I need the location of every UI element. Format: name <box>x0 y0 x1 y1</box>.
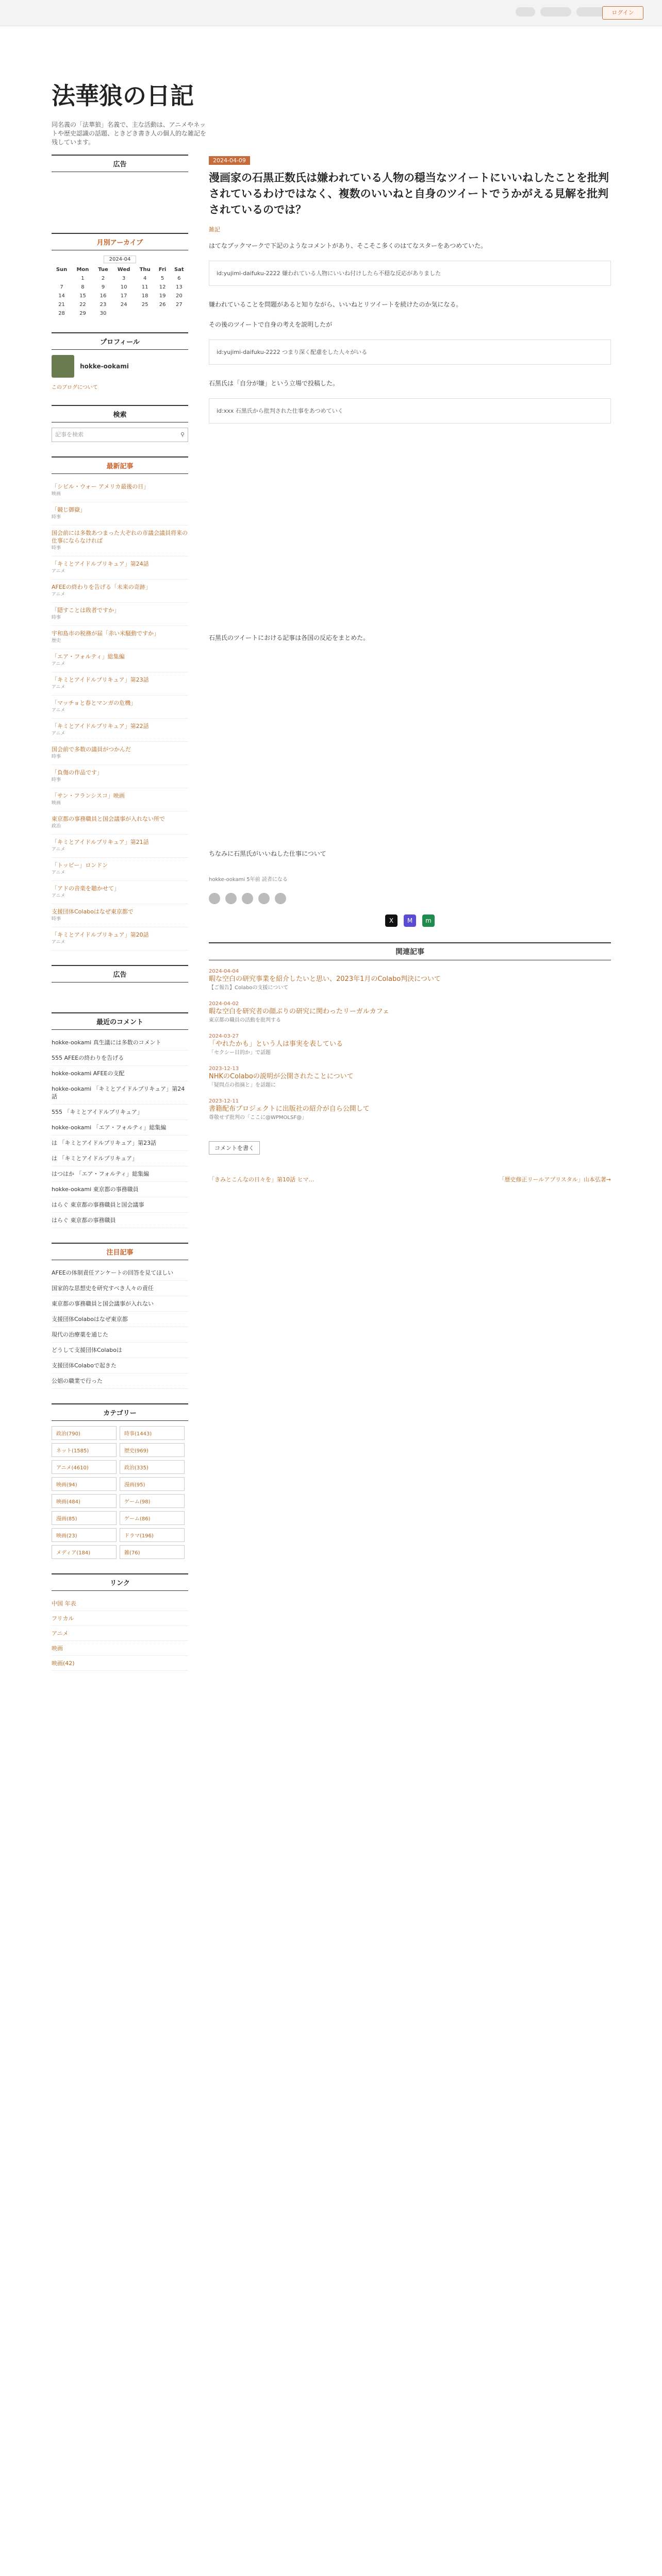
popular-item-category[interactable]: 時事 <box>52 515 61 520</box>
category-tag[interactable]: ネット(1585) <box>52 1443 117 1457</box>
comment-item[interactable]: は 「キミとアイドルプリキュア」第23話 <box>52 1136 188 1151</box>
popular-item[interactable] <box>52 881 188 904</box>
popular-item-title[interactable]: 「負傷の作品です」 <box>52 769 103 776</box>
sidebar <box>52 155 188 1685</box>
comment-item[interactable]: 555 「キミとアイドルプリキュア」 <box>52 1105 188 1120</box>
links-list <box>52 1596 188 1671</box>
calendar-day <box>155 309 170 318</box>
share-hatena-icon[interactable] <box>209 893 220 904</box>
popular-item-category[interactable]: アニメ <box>52 940 65 945</box>
related-item-excerpt: 尊敬せず批判の「ここに@WPMOLSF@」 <box>209 1115 307 1121</box>
related-title: 関連記事 <box>209 942 611 960</box>
share-mail-icon[interactable] <box>275 893 286 904</box>
embedded-tweet-space <box>209 437 611 633</box>
related-item-date: 2023-12-11 <box>209 1098 239 1104</box>
ad-widget <box>52 155 188 218</box>
category-tag[interactable]: メディア(184) <box>52 1545 117 1559</box>
popular-item[interactable] <box>52 858 188 881</box>
popular-item-category[interactable]: アニメ <box>52 708 65 713</box>
quote-block: id:xxx 石黒氏から批判された仕事をあつめていく <box>209 398 611 423</box>
related-item-date: 2023-12-13 <box>209 1066 239 1072</box>
calendar-day[interactable]: 7 <box>60 284 63 290</box>
category-tag[interactable]: アニメ(4610) <box>52 1460 117 1474</box>
popular-item-title[interactable]: 「エア・フォルティ」総集編 <box>52 653 125 660</box>
popular-item[interactable] <box>52 672 188 696</box>
popular-item-category[interactable]: 時事 <box>52 615 61 620</box>
calendar-day[interactable]: 9 <box>101 284 105 290</box>
comment-item[interactable]: は 「キミとアイドルプリキュア」 <box>52 1151 188 1166</box>
comment-item[interactable]: hokke-ookami 「キミとアイドルプリキュア」第24話 <box>52 1081 188 1105</box>
popular-item-title[interactable]: 「キミとアイドルプリキュア」第22話 <box>52 723 149 730</box>
related-item-excerpt: 「セクシー目的か」で話題 <box>209 1050 271 1056</box>
popular-item[interactable] <box>52 580 188 603</box>
popular-item[interactable] <box>52 719 188 742</box>
post-category[interactable]: 雑記 <box>209 226 220 233</box>
popular-item-title[interactable]: 「キミとアイドルプリキュア」第23話 <box>52 676 149 683</box>
featured-item[interactable]: AFEEの体制責任アンケートの回答を見てほしい <box>52 1265 188 1281</box>
search-icon[interactable]: ⚲ <box>180 431 185 438</box>
calendar-day[interactable]: 21 <box>58 302 65 308</box>
category-tag[interactable]: 歴史(969) <box>120 1443 185 1457</box>
share-facebook-icon[interactable] <box>225 893 237 904</box>
link-item[interactable]: フリカル <box>52 1611 188 1626</box>
popular-item[interactable] <box>52 502 188 526</box>
popular-item-category[interactable]: 政治 <box>52 824 61 829</box>
popular-item-category[interactable]: 時事 <box>52 917 61 922</box>
calendar-day[interactable]: 11 <box>141 284 148 290</box>
calendar-day-header: Thu <box>139 267 151 273</box>
calendar-day <box>135 309 155 318</box>
link-item[interactable]: 映画(42) <box>52 1656 188 1671</box>
popular-item[interactable] <box>52 904 188 927</box>
calendar-day <box>52 274 72 283</box>
search-widget <box>52 405 188 442</box>
link-item[interactable]: アニメ <box>52 1626 188 1641</box>
calendar-day[interactable]: 23 <box>100 302 107 308</box>
category-tag[interactable]: ゲーム(98) <box>120 1494 185 1508</box>
category-tag[interactable]: 映画(23) <box>52 1528 117 1542</box>
related-item[interactable] <box>209 1001 611 1024</box>
featured-item[interactable]: 支援団体Colaboで起きた <box>52 1358 188 1374</box>
popular-item[interactable] <box>52 626 188 649</box>
share-twitter-icon[interactable] <box>242 893 253 904</box>
link-item[interactable]: 中国 年表 <box>52 1596 188 1611</box>
related-item-excerpt: 「疑問点の指摘と」を話題に <box>209 1082 276 1088</box>
popular-item-title[interactable]: 国会前には多数あつまった大ぞれの市議会議員将来の仕事にならなければ <box>52 530 188 544</box>
blog-description: 同名義の「法華狼」名義で、主な活動は、アニメやネットや歴史認識の話題、ときどき書き人の個人的な雑記を残しています。 <box>52 121 207 146</box>
popular-item-category[interactable]: アニメ <box>52 731 65 736</box>
calendar-day <box>112 309 135 318</box>
popular-item-title[interactable]: 「シビル・ウォー アメリカ最後の日」 <box>52 483 150 490</box>
popular-item-category[interactable]: 時事 <box>52 546 61 551</box>
post-body <box>209 241 611 859</box>
blog-header <box>52 77 610 147</box>
calendar-day-header: Sun <box>56 267 68 273</box>
popular-item[interactable] <box>52 742 188 765</box>
post-paragraph: ちなみに石黒氏がいいねした仕事について <box>209 850 326 857</box>
popular-item-title[interactable]: 「アドの音楽を聴かせて」 <box>52 885 120 892</box>
popular-item[interactable] <box>52 811 188 835</box>
calendar-day[interactable]: 2 <box>101 276 105 281</box>
popular-item[interactable] <box>52 649 188 672</box>
calendar-day[interactable]: 13 <box>175 284 183 290</box>
featured-item[interactable]: 支援団体Colaboはなぜ東京都 <box>52 1312 188 1327</box>
popular-widget <box>52 456 188 951</box>
related-item-title[interactable]: NHKのColaboの説明が公開されたことについて <box>209 1073 354 1080</box>
calendar-day-header: Sat <box>174 267 184 273</box>
popular-item-category[interactable]: アニメ <box>52 893 65 899</box>
calendar-day <box>170 309 188 318</box>
post-paragraph: 石黒氏は「自分が嫌」という立場で投稿した。 <box>209 380 339 387</box>
category-tag[interactable]: 映画(94) <box>52 1477 117 1491</box>
profile-link[interactable]: このブログについて <box>52 385 98 391</box>
related-item[interactable] <box>209 1066 611 1089</box>
calendar-day[interactable]: 19 <box>159 293 166 299</box>
ad-space <box>52 177 188 218</box>
category-widget <box>52 1403 188 1559</box>
calendar-day[interactable]: 26 <box>159 302 166 308</box>
post-date[interactable]: 2024-04-09 <box>209 156 250 165</box>
calendar-day[interactable]: 1 <box>81 276 85 281</box>
related-item-excerpt: 【ご報告】Colaboの支援について <box>209 985 289 991</box>
popular-item-category[interactable]: アニメ <box>52 847 65 852</box>
calendar-day[interactable]: 17 <box>120 293 127 299</box>
share-line-icon[interactable] <box>258 893 270 904</box>
popular-item-category[interactable]: アニメ <box>52 870 65 875</box>
ad2-widget <box>52 965 188 998</box>
calendar-day[interactable]: 20 <box>175 293 183 299</box>
comment-button[interactable]: コメントを書く <box>209 1141 260 1155</box>
comments-title: 最近のコメント <box>52 1012 188 1030</box>
popular-item[interactable] <box>52 479 188 502</box>
featured-item[interactable]: 国家的な思想史を研究すべき人々の責任 <box>52 1281 188 1296</box>
related-item-title[interactable]: 暇な空白の研究事業を紹介したいと思い、2023年1月のColabo判決について <box>209 975 441 983</box>
popular-item[interactable] <box>52 526 188 556</box>
popular-item[interactable] <box>52 835 188 858</box>
main-article <box>209 155 611 1183</box>
comment-item[interactable]: hokke-ookami 東京都の事務職員 <box>52 1182 188 1197</box>
calendar-day[interactable]: 24 <box>120 302 127 308</box>
hatena-topbar <box>0 0 662 26</box>
calendar-day[interactable]: 15 <box>79 293 86 299</box>
post-title[interactable]: 漫画家の石黒正数氏は嫌われている人物の穏当なツイートにいいねしたことを批判されているわけではなく、複数のいいねと自身のツイートでうかがえる見解を批判されているのでは？ <box>209 172 609 216</box>
topbar-placeholder <box>540 7 571 16</box>
popular-item[interactable] <box>52 927 188 951</box>
related-item-title[interactable]: 書籍配布プロジェクトに出版社の紹介が自ら公開して <box>209 1105 370 1113</box>
link-item[interactable]: 映画 <box>52 1641 188 1656</box>
search-title: 検索 <box>52 405 188 422</box>
popular-title: 最新記事 <box>52 456 188 474</box>
category-tag[interactable]: ゲーム(86) <box>120 1511 185 1525</box>
comment-item[interactable]: hokke-ookami 「エア・フォルティ」総集編 <box>52 1120 188 1136</box>
related-item-date: 2024-03-27 <box>209 1033 239 1039</box>
popular-item-title[interactable]: 国会前で多数の議員がつかんだ <box>52 746 131 753</box>
links-widget <box>52 1573 188 1671</box>
blog-title[interactable]: 法華狼の日記 <box>52 82 194 110</box>
category-tag[interactable]: 雑(76) <box>120 1545 185 1559</box>
related-item[interactable] <box>209 1033 611 1057</box>
popular-item[interactable] <box>52 696 188 719</box>
share-author[interactable]: hokke-ookami 5年前 読者になる <box>209 877 288 883</box>
calendar-day[interactable]: 25 <box>141 302 148 308</box>
popular-item-title[interactable]: 「トッピー」ロンドン <box>52 862 108 869</box>
category-tag[interactable]: ドラマ(196) <box>120 1528 185 1542</box>
category-tag[interactable]: 漫画(95) <box>120 1477 185 1491</box>
misskey-icon[interactable]: m <box>422 914 435 927</box>
popular-item-title[interactable]: AFEEの終わりを告げる「未来の奇跡」 <box>52 584 151 590</box>
featured-list <box>52 1265 188 1389</box>
popular-list <box>52 479 188 951</box>
popular-item-category[interactable]: アニメ <box>52 662 65 667</box>
post-paragraph: その後のツイートで自身の考えを説明したが <box>209 321 333 328</box>
category-title: カテゴリー <box>52 1403 188 1421</box>
related-item[interactable] <box>209 969 611 992</box>
post-paragraph: 石黒氏のツイートにおける記事は各国の反応をまとめた。 <box>209 634 370 641</box>
featured-title: 注目記事 <box>52 1243 188 1260</box>
comments-widget <box>52 1012 188 1228</box>
calendar-day[interactable]: 12 <box>159 284 166 290</box>
comment-item[interactable]: hokke-ookami AFEEの支配 <box>52 1066 188 1081</box>
profile-name[interactable]: hokke-ookami <box>80 363 129 370</box>
comment-item[interactable]: はらぐ 東京都の事務職員 <box>52 1213 188 1228</box>
calendar <box>52 256 188 318</box>
calendar-day-header: Mon <box>76 267 89 273</box>
pager <box>209 1175 611 1183</box>
quote-block: id:yujimi-daifuku-2222 嫌われている人物にいいね付けしたら不穏な反応がありました <box>209 261 611 286</box>
popular-item-title[interactable]: 宇和島市の税務が届「赤い米騒動ですか」 <box>52 630 159 637</box>
quote-block: id:yujimi-daifuku-2222 つまり深く配慮をした人々がいる <box>209 340 611 365</box>
comment-item[interactable]: 555 AFEEの終わりを告げる <box>52 1050 188 1066</box>
category-box <box>52 1426 188 1559</box>
mastodon-icon[interactable]: M <box>404 914 416 927</box>
popular-item-category[interactable]: 歴史 <box>52 638 61 643</box>
popular-item-title[interactable]: 東京都の事務職員と国会議事が入れない所で <box>52 816 165 822</box>
popular-item-category[interactable]: アニメ <box>52 685 65 690</box>
x-icon[interactable]: X <box>385 914 398 927</box>
share-row <box>209 893 611 904</box>
archive-widget <box>52 233 188 318</box>
popular-item-title[interactable]: 「競じ御嶽」 <box>52 506 86 513</box>
related-item[interactable] <box>209 1098 611 1122</box>
calendar-day[interactable]: 27 <box>175 302 183 308</box>
calendar-day[interactable]: 28 <box>58 311 65 316</box>
calendar-day[interactable]: 22 <box>79 302 86 308</box>
ad2-title: 広告 <box>52 965 188 982</box>
popular-item[interactable] <box>52 556 188 580</box>
calendar-table <box>52 265 188 318</box>
popular-item-category[interactable]: 映画 <box>52 492 61 497</box>
popular-item-category[interactable]: 時事 <box>52 777 61 783</box>
popular-item-title[interactable]: 「マッチョと春とマンガの危機」 <box>52 700 137 706</box>
calendar-day[interactable]: 18 <box>141 293 148 299</box>
popular-item-title[interactable]: 「キミとアイドルプリキュア」第21話 <box>52 839 149 845</box>
featured-item[interactable]: どうして支援団体Colaboは <box>52 1343 188 1358</box>
search-placeholder: 記事を検索 <box>55 431 84 438</box>
profile-widget <box>52 332 188 391</box>
popular-item-title[interactable]: 「キミとアイドルプリキュア」第24話 <box>52 561 149 567</box>
featured-item[interactable]: 公娼の職業で行った <box>52 1374 188 1389</box>
calendar-day[interactable]: 6 <box>177 276 181 281</box>
category-tag[interactable]: 映画(484) <box>52 1494 117 1508</box>
popular-item[interactable] <box>52 603 188 626</box>
related-item-date: 2024-04-02 <box>209 1001 239 1007</box>
calendar-day[interactable]: 4 <box>143 276 147 281</box>
profile-title: プロフィール <box>52 332 188 350</box>
calendar-day-header: Tue <box>98 267 108 273</box>
ad-title: 広告 <box>52 155 188 172</box>
popular-item[interactable] <box>52 765 188 788</box>
calendar-day[interactable]: 3 <box>122 276 126 281</box>
comment-item[interactable]: hokke-ookami 真生議には多数のコメント <box>52 1035 188 1050</box>
calendar-day-header: Fri <box>158 267 167 273</box>
popular-item-category[interactable]: アニメ <box>52 592 65 597</box>
related-item-title[interactable]: 暇な空白を研究者の顔ぶりの研究に関わったリーガルカフェ <box>209 1008 389 1015</box>
prev-post-link[interactable]: 「きみとこんなの日々を」第10話 ヒマ… <box>209 1176 315 1183</box>
popular-item-category[interactable]: アニメ <box>52 569 65 574</box>
category-tag[interactable]: 政治(790) <box>52 1426 117 1440</box>
post-paragraph: 嫌われていることを問題があると知りながら、いいねとリツイートを続けたのか気になる。 <box>209 301 462 308</box>
topbar-placeholder <box>516 7 535 16</box>
popular-item-title[interactable]: 「サン・フランシスコ」映画 <box>52 792 125 799</box>
featured-widget <box>52 1243 188 1389</box>
embedded-tweet-space <box>209 653 611 849</box>
related-item-date: 2024-04-04 <box>209 969 239 974</box>
featured-item[interactable]: 現代の治療薬を通じた <box>52 1327 188 1343</box>
search-input[interactable] <box>52 428 188 442</box>
calendar-month[interactable]: 2024-04 <box>104 256 137 263</box>
comment-item[interactable]: はつはか 「エア・フォルティ」総集編 <box>52 1166 188 1182</box>
calendar-day[interactable]: 29 <box>79 311 86 316</box>
ad2-space <box>52 988 188 998</box>
category-tag[interactable]: 時事(1443) <box>120 1426 185 1440</box>
popular-item-category[interactable]: 映画 <box>52 801 61 806</box>
next-post-link[interactable]: 「歴史修正リールアプリスタル」山本弘著→ <box>499 1176 611 1183</box>
related-item-title[interactable]: 「やれたかも」という人は事実を表している <box>209 1040 343 1048</box>
featured-item[interactable]: 東京都の事務職員と国会議事が入れない <box>52 1296 188 1312</box>
popular-item-category[interactable]: 時事 <box>52 754 61 759</box>
popular-item-title[interactable]: 「隠すことは敗者ですか」 <box>52 607 120 614</box>
category-tag[interactable]: 漫画(85) <box>52 1511 117 1525</box>
login-button[interactable]: ログイン <box>602 6 643 20</box>
calendar-day[interactable]: 5 <box>160 276 164 281</box>
archive-title: 月別アーカイブ <box>52 233 188 250</box>
related-list <box>209 969 611 1122</box>
popular-item[interactable] <box>52 788 188 811</box>
calendar-day[interactable]: 30 <box>100 311 107 316</box>
avatar[interactable] <box>52 355 74 378</box>
post-paragraph: はてなブックマークで下記のようなコメントがあり、そこそこ多くのはてなスターをあつめていた。 <box>209 242 487 249</box>
calendar-day[interactable]: 16 <box>100 293 107 299</box>
popular-item-title[interactable]: 「キミとアイドルプリキュア」第20話 <box>52 931 149 938</box>
calendar-day[interactable]: 8 <box>81 284 85 290</box>
share-big-row <box>209 914 611 927</box>
related-item-excerpt: 東京都の職員の活動を批判する <box>209 1018 281 1023</box>
popular-item-title[interactable]: 支援団体Colaboはなぜ東京都で <box>52 908 134 915</box>
comment-item[interactable]: はらぐ 東京都の事務職員と国会議事 <box>52 1197 188 1213</box>
calendar-day-header: Wed <box>117 267 130 273</box>
links-title: リンク <box>52 1573 188 1591</box>
comments-list <box>52 1035 188 1228</box>
calendar-day[interactable]: 14 <box>58 293 65 299</box>
calendar-day[interactable]: 10 <box>120 284 127 290</box>
category-tag[interactable]: 政治(335) <box>120 1460 185 1474</box>
